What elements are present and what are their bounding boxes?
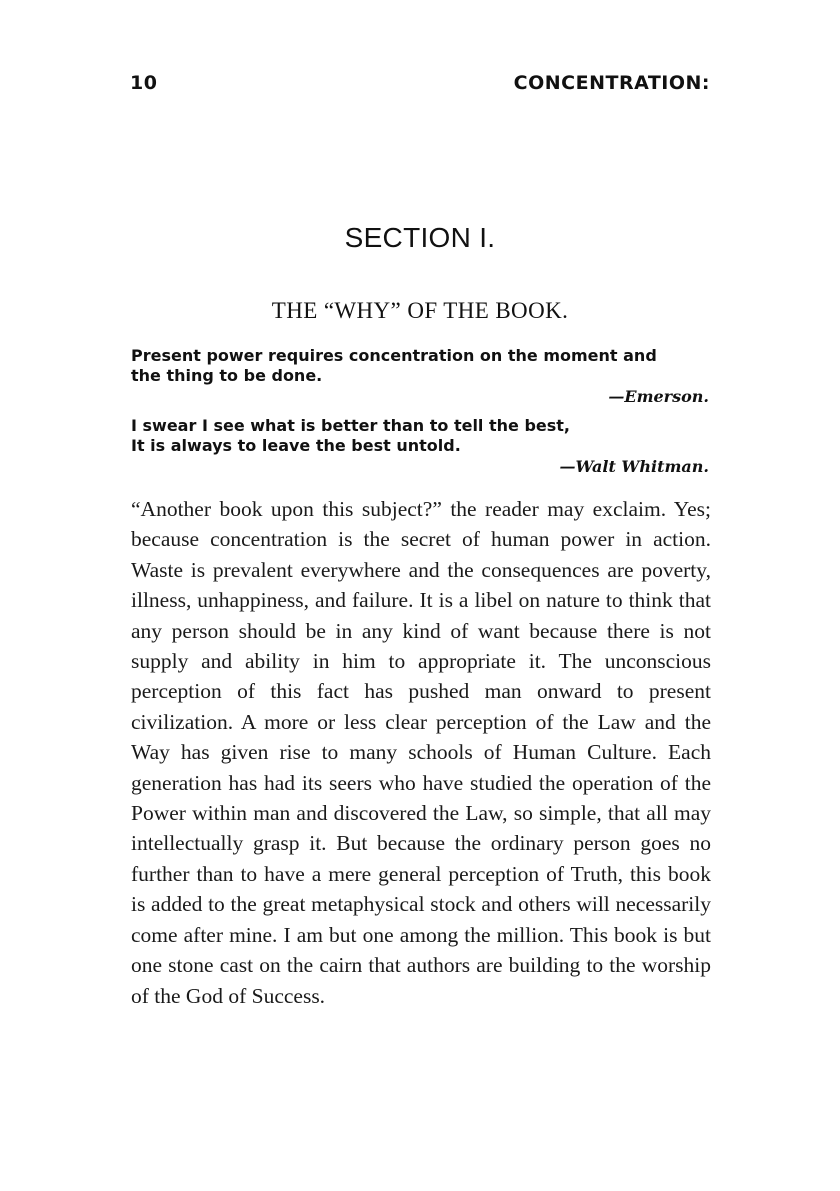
epigraph-text: Present power requires concentration on the moment and the thing to be done. — [131, 346, 657, 385]
section-heading: SECTION I. — [344, 222, 496, 253]
running-head — [130, 72, 710, 102]
epigraph-emerson — [131, 346, 711, 407]
epigraph-attribution: —Emerson. — [608, 387, 709, 406]
epigraphs — [131, 346, 711, 477]
running-title: CONCENTRATION: — [513, 72, 710, 94]
chapter-title: THE “WHY” OF THE BOOK. — [271, 298, 569, 323]
body-paragraph: “Another book upon this subject?” the reader may exclaim. Yes; because concentration is the secret of human power in action. Waste is prevalent everywhere and the consequences are poverty, illness, unhappiness, and failure. It is a libel on nature to think that any person should be in any kind of want because there is not supply and ability in him to appropriate it. The unconscious perception of this fact has pushed man onward to present civilization. A more or less clear perception of the Law and the Way has given rise to many schools of Human Culture. Each generation has had its seers who have studied the operation of the Power within man and discovered the Law, so simple, that all may intellectually grasp it. But because the ordinary person goes no further than to have a mere general perception of Truth, this book is added to the great metaphysical stock and others will necessarily come after mine. I am but one among the million. This book is but one stone cast on the cairn that authors are building to the worship of the God of Success. — [131, 497, 711, 1008]
epigraph-text: I swear I see what is better than to tell the best, It is always to leave the best untold. — [131, 416, 570, 455]
epigraph-attribution: —Walt Whitman. — [559, 457, 709, 476]
epigraph-whitman — [131, 416, 711, 477]
page-number: 10 — [130, 72, 158, 94]
